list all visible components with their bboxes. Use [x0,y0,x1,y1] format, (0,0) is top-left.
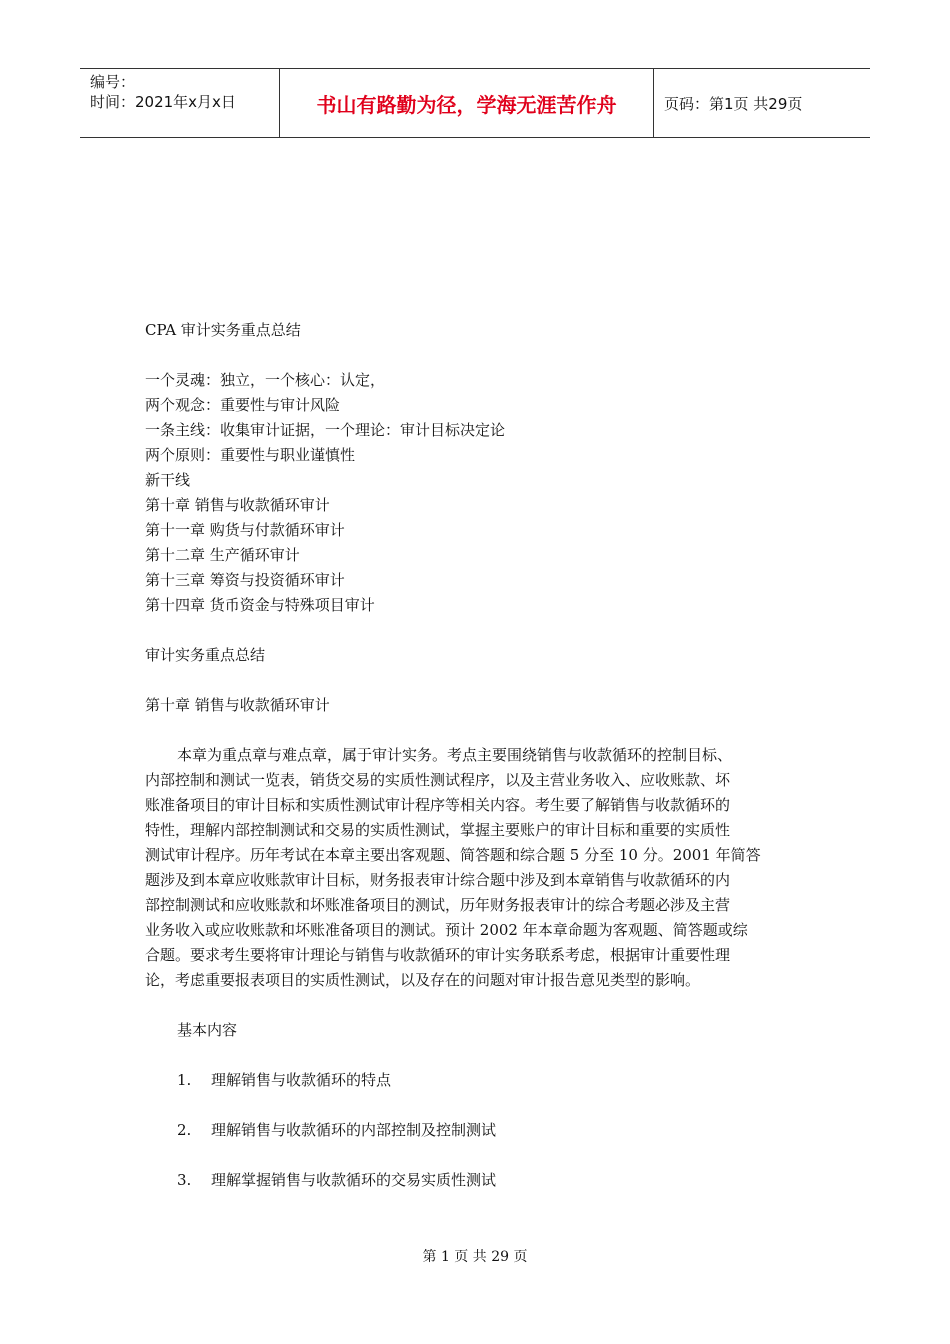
time-label: 时间：2021年x月x日 [90,93,236,111]
outline-list [145,368,810,618]
outline-item: 一条主线：收集审计证据，一个理论：审计目标决定论 [145,421,506,439]
intro-line: 测试审计程序。历年考试在本章主要出客观题、简答题和综合题 5 分至 10 分。2001 年简答 [145,846,761,864]
item-text: 理解销售与收款循环的内部控制及控制测试 [211,1121,497,1139]
item-number: 3. [177,1171,192,1189]
intro-line: 内部控制和测试一览表，销货交易的实质性测试程序，以及主营业务收入、应收账款、坏 [145,771,731,789]
intro-line: 本章为重点章与难点章，属于审计实务。考点主要围绕销售与收款循环的控制目标、 [177,746,733,764]
intro-line: 题涉及到本章应收账款审计目标，财务报表审计综合题中涉及到本章销售与收款循环的内 [145,871,731,889]
doc-subtitle: 审计实务重点总结 [145,646,266,664]
outline-item: 两个观念：重要性与审计风险 [145,396,341,414]
item-number: 1. [177,1071,192,1089]
basic-content-heading: 基本内容 [177,1021,238,1039]
intro-line: 账准备项目的审计目标和实质性测试审计程序等相关内容。考生要了解销售与收款循环的 [145,796,731,814]
header-page-info: 页码：第1页 共29页 [664,94,803,113]
page-footer: 第 1 页 共 29 页 [422,1249,528,1265]
outline-item: 新干线 [145,471,191,489]
chapter-heading: 第十章 销售与收款循环审计 [145,696,330,714]
page-header [80,68,870,138]
intro-line: 特性，理解内部控制测试和交易的实质性测试，掌握主要账户的审计目标和重要的实质性 [145,821,731,839]
outline-item: 第十三章 筹资与投资循环审计 [145,571,345,589]
intro-line: 论，考虑重要报表项目的实质性测试，以及存在的问题对审计报告意见类型的影响。 [145,971,701,989]
intro-paragraph [145,743,810,993]
outline-item: 第十章 销售与收款循环审计 [145,496,330,514]
content-item [145,1068,810,1093]
outline-item: 第十一章 购货与付款循环审计 [145,521,345,539]
doc-title: CPA 审计实务重点总结 [145,321,301,339]
outline-item: 第十四章 货币资金与特殊项目审计 [145,596,375,614]
header-motto: 书山有路勤为径，学海无涯苦作舟 [280,69,654,137]
document-body [145,318,810,1193]
number-label: 编号： [90,73,136,91]
intro-line: 业务收入或应收账款和坏账准备项目的测试。预计 2002 年本章命题为客观题、简答题或综 [145,921,748,939]
intro-line: 部控制测试和应收账款和坏账准备项目的测试，历年财务报表审计的综合考题必涉及主营 [145,896,731,914]
header-meta [80,69,280,137]
outline-item: 两个原则：重要性与职业谨慎性 [145,446,356,464]
item-text: 理解掌握销售与收款循环的交易实质性测试 [211,1171,497,1189]
intro-line: 合题。要求考生要将审计理论与销售与收款循环的审计实务联系考虑，根据审计重要性理 [145,946,731,964]
item-number: 2. [177,1121,192,1139]
content-item [145,1168,810,1193]
content-item [145,1118,810,1143]
item-text: 理解销售与收款循环的特点 [211,1071,392,1089]
outline-item: 一个灵魂：独立，一个核心：认定， [145,371,386,389]
outline-item: 第十二章 生产循环审计 [145,546,300,564]
